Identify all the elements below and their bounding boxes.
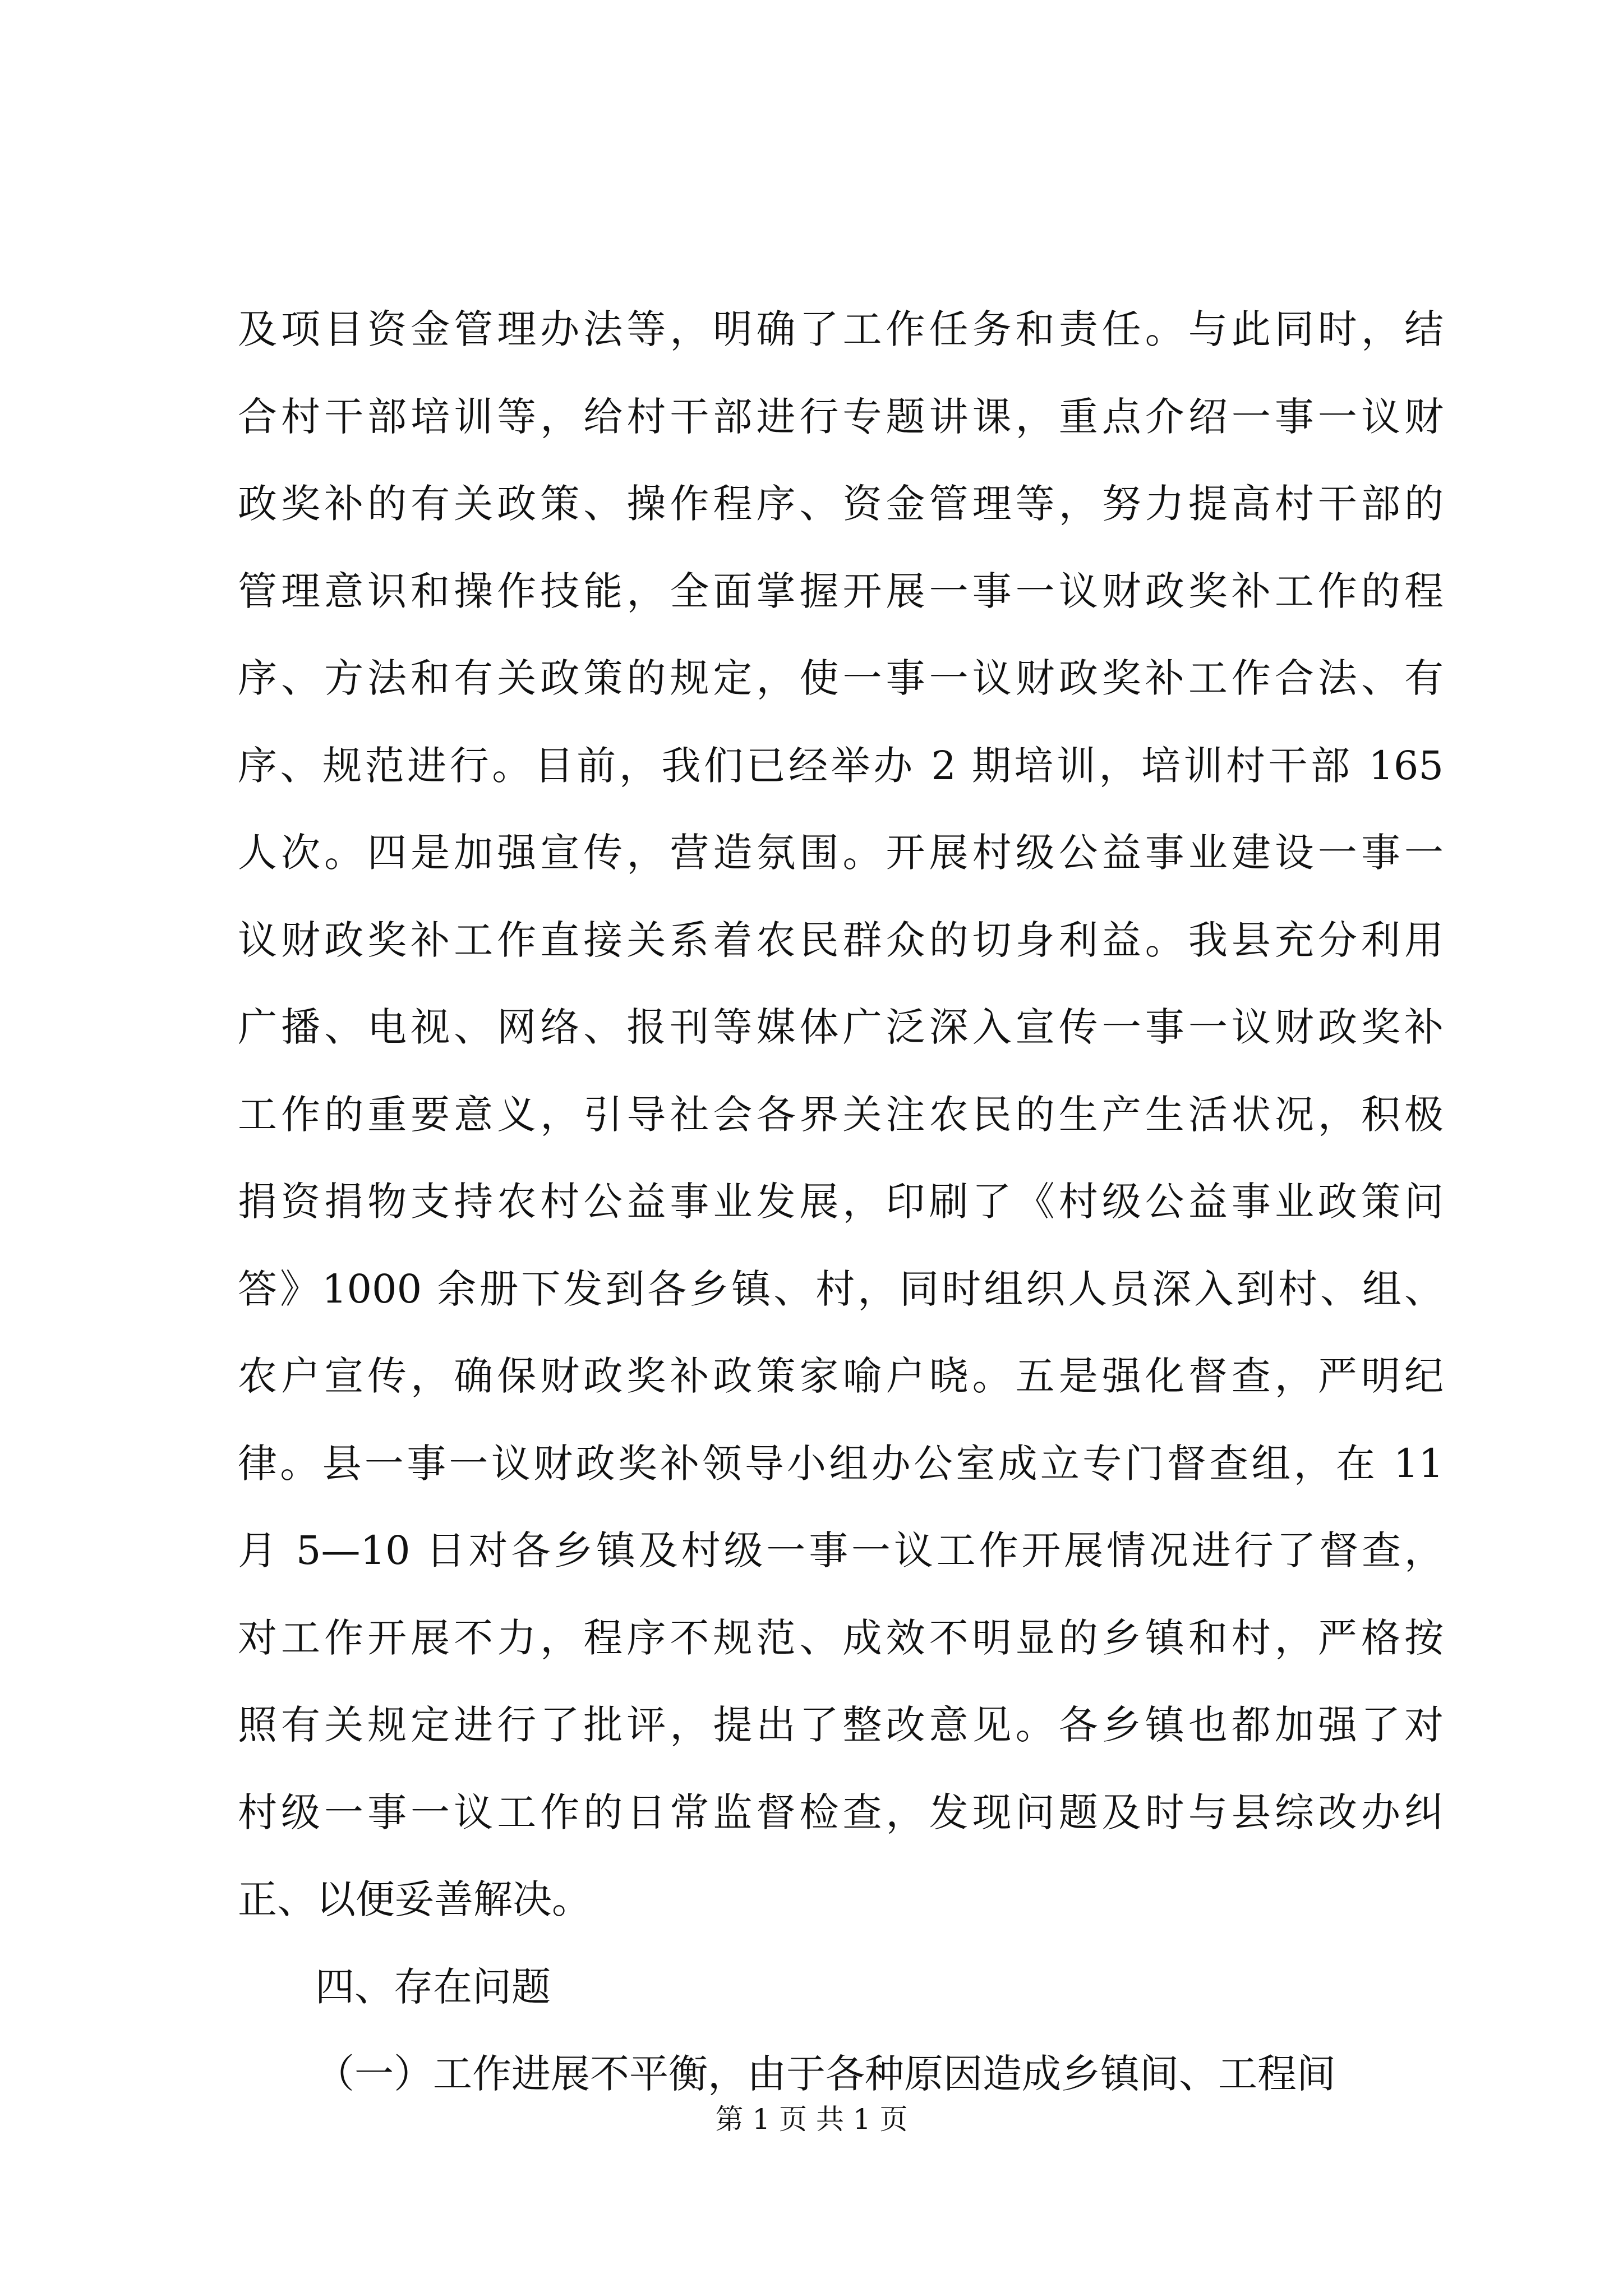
paragraph-line: 工作的重要意义，引导社会各界关注农民的生产生活状况，积极 bbox=[238, 1091, 1444, 1138]
paragraph-line: 农户宣传，确保财政奖补政策家喻户晓。五是强化督查，严明纪 bbox=[238, 1353, 1444, 1399]
paragraph-line: 对工作开展不力，程序不规范、成效不明显的乡镇和村，严格按 bbox=[238, 1614, 1444, 1661]
paragraph-line: 广播、电视、网络、报刊等媒体广泛深入宣传一事一议财政奖补 bbox=[238, 1004, 1444, 1050]
subsection-line: （一）工作进展不平衡，由于各种原因造成乡镇间、工程间 bbox=[315, 2051, 1336, 2097]
document-body bbox=[238, 286, 1444, 2118]
paragraph-line: 月 5—10 日对各乡镇及村级一事一议工作开展情况进行了督查， bbox=[238, 1527, 1444, 1573]
paragraph-line: 村级一事一议工作的日常监督检查，发现问题及时与县综改办纠 bbox=[238, 1789, 1444, 1835]
page-footer: 第 1 页 共 1 页 bbox=[715, 2103, 908, 2136]
paragraph-line: 序、规范进行。目前，我们已经举办 2 期培训，培训村干部 165 bbox=[238, 742, 1444, 789]
paragraph-line-last: 正、以便妥善解决。 bbox=[238, 1876, 591, 1922]
paragraph-line: 政奖补的有关政策、操作程序、资金管理等，努力提高村干部的 bbox=[238, 481, 1444, 527]
paragraph-line: 人次。四是加强宣传，营造氛围。开展村级公益事业建设一事一 bbox=[238, 830, 1444, 876]
paragraph-line: 照有关规定进行了批评，提出了整改意见。各乡镇也都加强了对 bbox=[238, 1702, 1444, 1748]
paragraph-line: 律。县一事一议财政奖补领导小组办公室成立专门督查组，在 11 bbox=[238, 1440, 1444, 1487]
paragraph-line: 议财政奖补工作直接关系着农民群众的切身利益。我县充分利用 bbox=[238, 917, 1444, 963]
paragraph-line: 序、方法和有关政策的规定，使一事一议财政奖补工作合法、有 bbox=[238, 655, 1444, 701]
paragraph-line: 答》1000 余册下发到各乡镇、村，同时组织人员深入到村、组、 bbox=[238, 1266, 1444, 1312]
section-heading: 四、存在问题 bbox=[315, 1963, 551, 2010]
paragraph-line: 及项目资金管理办法等，明确了工作任务和责任。与此同时，结 bbox=[238, 306, 1444, 352]
paragraph-line: 管理意识和操作技能，全面掌握开展一事一议财政奖补工作的程 bbox=[238, 568, 1444, 614]
paragraph-line: 捐资捐物支持农村公益事业发展，印刷了《村级公益事业政策问 bbox=[238, 1179, 1444, 1225]
paragraph-line: 合村干部培训等，给村干部进行专题讲课，重点介绍一事一议财 bbox=[238, 393, 1444, 440]
